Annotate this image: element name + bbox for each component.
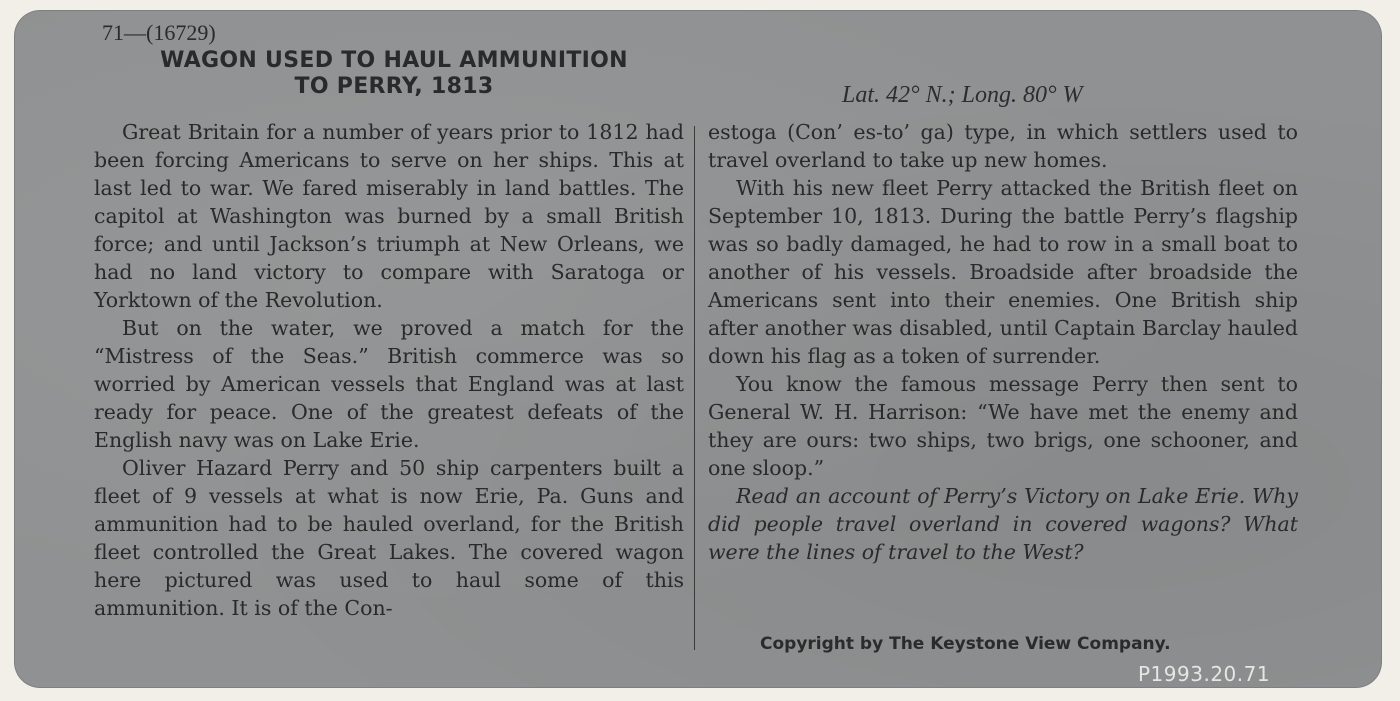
- card-title-line1: WAGON USED TO HAUL AMMUNITION: [160, 48, 628, 73]
- card-title-line2: TO PERRY, 1813: [294, 74, 494, 99]
- paragraph: Great Britain for a number of years prior to 1812 had been forcing Americans to serve on her ships. This at last led to war. We fared miserably in land battles. The capitol at Washington was burned by a small British force; and until Jackson’s triumph at New Orleans, we had no land victory to compare with Saratoga or Yorktown of the Revolution.: [94, 120, 684, 312]
- column-divider: [694, 126, 695, 650]
- right-column: [708, 118, 1298, 566]
- card-title: [74, 48, 714, 100]
- paragraph: With his new fleet Perry attacked the British fleet on September 10, 1813. During the battle Perry’s flagship was so badly damaged, he had to row in a small boat to another of his vessels. Broadside after broadside the Americans sent into their enemies. One British ship after another was disabled, until Captain Barclay hauled down his flag as a token of surrender.: [708, 176, 1298, 368]
- study-questions: Read an account of Perry’s Victory on Lake Erie. Why did people travel overland in covered wagons? What were the lines of travel to the West?: [708, 484, 1298, 564]
- left-column: [94, 118, 684, 622]
- paragraph: But on the water, we proved a match for the “Mistress of the Seas.” British commerce was so worried by American vessels that England was at last ready for peace. One of the greatest defeats of the English navy was on Lake Erie.: [94, 316, 684, 452]
- copyright-notice: Copyright by The Keystone View Company.: [760, 634, 1171, 654]
- paragraph: Oliver Hazard Perry and 50 ship carpenters built a fleet of 9 vessels at what is now Erie, Pa. Guns and ammunition had to be hauled overland, for the British fleet controlled the Great Lakes. The covered wagon here pictured was used to haul some of this ammunition. It is of the Con-: [94, 456, 684, 620]
- coordinates: Lat. 42° N.; Long. 80° W: [842, 82, 1083, 108]
- accession-number: P1993.20.71: [1138, 662, 1271, 686]
- stereograph-card-back: [14, 10, 1382, 688]
- paragraph: You know the famous message Perry then sent to General W. H. Harrison: “We have met the enemy and they are ours: two ships, two brigs, one schooner, and one sloop.”: [708, 372, 1298, 480]
- paragraph-continuation: estoga (Con’ es-to’ ga) type, in which settlers used to travel overland to take up new homes.: [708, 120, 1298, 172]
- catalog-number: 71—(16729): [102, 20, 216, 45]
